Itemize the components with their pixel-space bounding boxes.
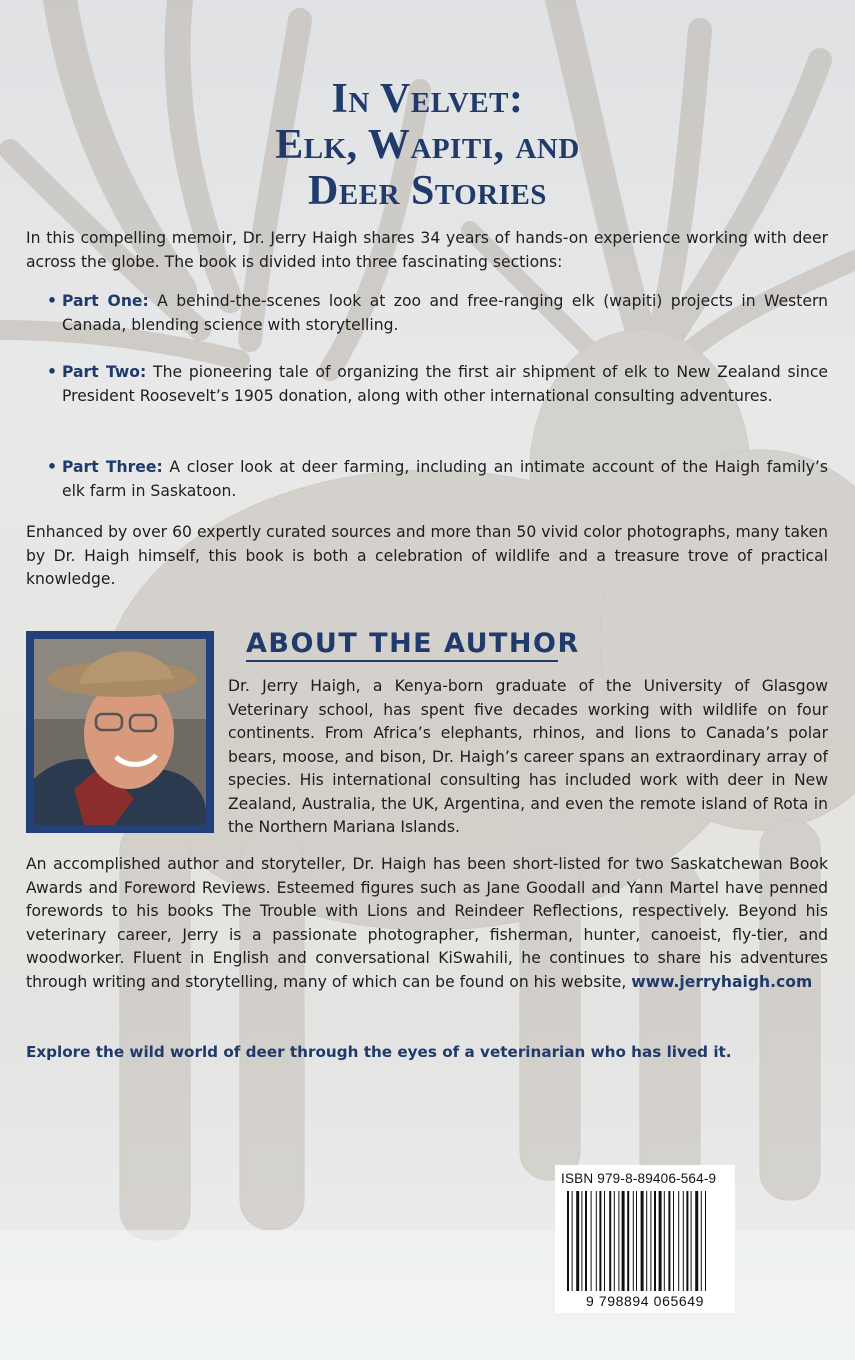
barcode-bar <box>636 1191 637 1291</box>
barcode-bar <box>599 1191 601 1291</box>
barcode-bar <box>705 1191 706 1291</box>
barcode-bar <box>691 1191 692 1291</box>
bullet-icon: • <box>47 458 57 476</box>
section-item-part-one <box>47 290 828 337</box>
barcode-bar <box>618 1191 619 1291</box>
barcode-bar <box>572 1191 573 1291</box>
enhanced-paragraph: Enhanced by over 60 expertly curated sources and more than 50 vivid color photographs, many taken by Dr. Haigh himself, this book is both a celebration of wildlife and a treasure trove of practical knowledge. <box>26 523 828 588</box>
barcode-bar <box>668 1191 670 1291</box>
barcode-bar <box>633 1191 634 1291</box>
barcode-bar <box>673 1191 674 1291</box>
barcode-bar <box>650 1191 651 1291</box>
barcode-bar <box>596 1191 597 1291</box>
barcode-bar <box>654 1191 656 1291</box>
bullet-icon: • <box>47 363 57 381</box>
isbn-label: ISBN 979-8-89406-564-9 <box>561 1171 717 1186</box>
section-label: Part Two: <box>62 363 147 381</box>
section-item-part-three <box>47 456 828 503</box>
section-text: The pioneering tale of organizing the first air shipment of elk to New Zealand since President Roosevelt’s 1905 donation, along with other international consulting adventures. <box>62 363 828 405</box>
author-photo <box>26 631 214 833</box>
about-author-heading: ABOUT THE AUTHOR <box>246 628 580 659</box>
barcode-bar <box>622 1191 625 1291</box>
barcode-bar <box>591 1191 592 1291</box>
website-link[interactable]: www.jerryhaigh.com <box>631 972 813 991</box>
barcode-bar <box>609 1191 611 1291</box>
barcode-bar <box>686 1191 688 1291</box>
barcode-bar <box>683 1191 684 1291</box>
barcode-bar <box>576 1191 579 1291</box>
section-item-part-two <box>47 361 828 408</box>
barcode-bars <box>565 1191 725 1293</box>
barcode-bar <box>585 1191 587 1291</box>
barcode-bar <box>581 1191 582 1291</box>
isbn-barcode <box>555 1165 735 1313</box>
section-label: Part Three: <box>62 458 163 476</box>
title-line-1: In Velvet: <box>331 76 524 122</box>
title-line-3: Deer Stories <box>308 168 547 214</box>
intro-paragraph: In this compelling memoir, Dr. Jerry Haigh shares 34 years of hands-on experience working with deer across the globe. The book is divided into three fascinating sections: <box>26 229 828 271</box>
section-text: A closer look at deer farming, including an intimate account of the Haigh family’s elk farm in Saskatoon. <box>62 458 828 500</box>
book-title <box>0 76 855 214</box>
barcode-bar <box>701 1191 702 1291</box>
barcode-bar <box>659 1191 662 1291</box>
barcode-bar <box>641 1191 644 1291</box>
barcode-bar <box>695 1191 698 1291</box>
barcode-bar <box>627 1191 629 1291</box>
heading-underline <box>246 660 558 662</box>
barcode-number: 9 798894 065649 <box>586 1293 704 1309</box>
author-bio-1: Dr. Jerry Haigh, a Kenya-born graduate of the University of Glasgow Veterinary school, has spent five decades working with wildlife on four continents. From Africa’s elephants, rhinos, and lions to Canada’s polar bears, moose, and bison, Dr. Haigh’s career spans an extraordinary array of species. His international consulting has included work with deer in New Zealand, Australia, the UK, Argentina, and even the remote island of Rota in the Northern Mariana Islands. <box>228 677 828 836</box>
barcode-bar <box>646 1191 647 1291</box>
bullet-icon: • <box>47 292 57 310</box>
author-bio-2 <box>26 853 828 994</box>
section-label: Part One: <box>62 292 149 310</box>
title-line-2: Elk, Wapiti, and <box>275 122 580 168</box>
barcode-bar <box>614 1191 615 1291</box>
barcode-bar <box>664 1191 665 1291</box>
barcode-bar <box>604 1191 605 1291</box>
barcode-bar <box>678 1191 679 1291</box>
tagline: Explore the wild world of deer through the eyes of a veterinarian who has lived it. <box>26 1043 732 1061</box>
author-portrait-image <box>34 639 206 825</box>
author-bio-2-text: An accomplished author and storyteller, Dr. Haigh has been short-listed for two Saskatchewan Book Awards and Foreword Reviews. Esteemed figures such as Jane Goodall and Yann Martel have penned forewords to his books The Trouble with Lions and Reindeer Reflections, respectively. Beyond his veterinary career, Jerry is a passionate photographer, fisherman, hunter, canoeist, fly-tier, and woodworker. Fluent in English and conversational KiSwahili, he continues to share his adventures through writing and storytelling, many of which can be found on his website, <box>26 855 828 991</box>
barcode-bar <box>567 1191 569 1291</box>
section-text: A behind-the-scenes look at zoo and free-ranging elk (wapiti) projects in Western Canada, blending science with storytelling. <box>62 292 828 334</box>
